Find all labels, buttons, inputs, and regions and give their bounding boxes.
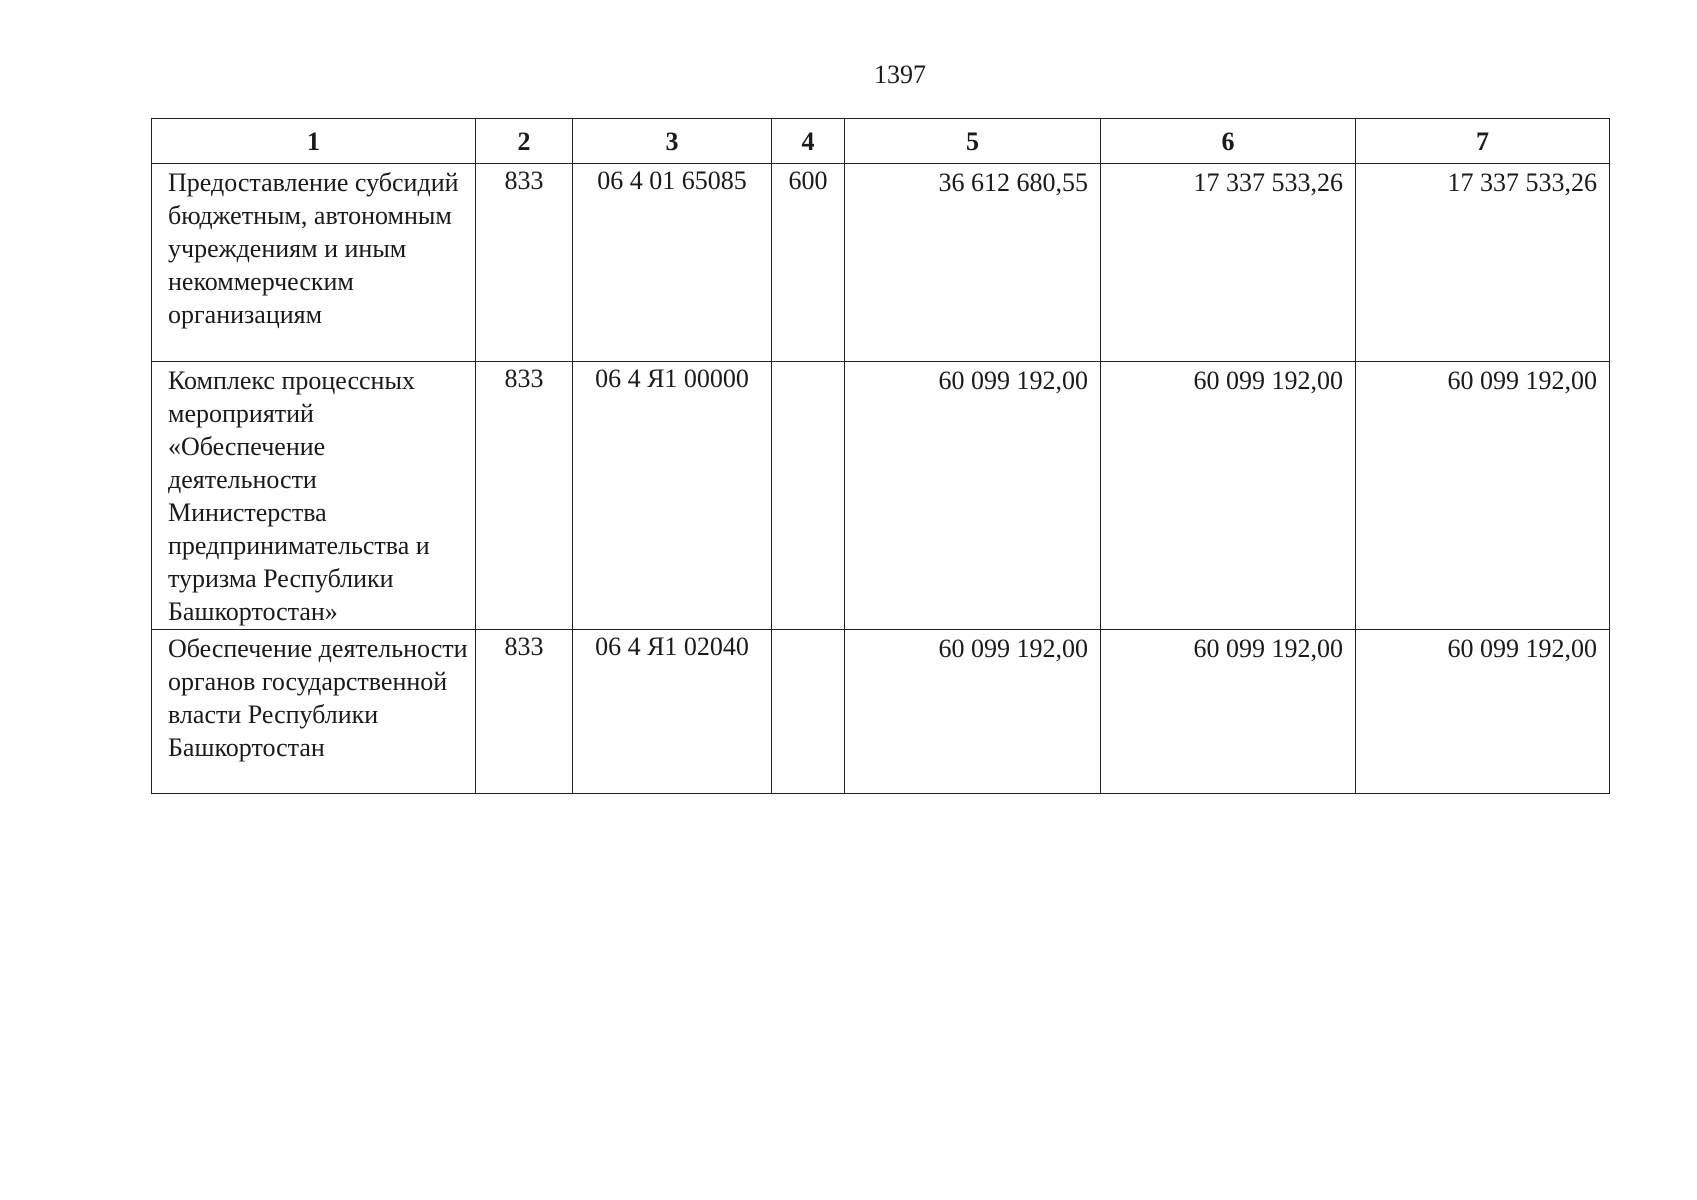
row-col5-cell: 60 099 192,00 — [845, 630, 1101, 794]
header-cell-5: 5 — [845, 119, 1101, 164]
page-number: 1397 — [874, 60, 926, 89]
row-col4-cell — [772, 630, 845, 794]
header-cell-7: 7 — [1356, 119, 1610, 164]
row-col3-cell: 06 4 01 65085 — [573, 164, 772, 362]
row-col5-cell: 60 099 192,00 — [845, 362, 1101, 630]
row-col4-cell — [772, 362, 845, 630]
row-col2-cell: 833 — [476, 164, 573, 362]
row-col7-cell: 60 099 192,00 — [1356, 630, 1610, 794]
row-col7-cell: 60 099 192,00 — [1356, 362, 1610, 630]
budget-table — [151, 118, 1610, 794]
row-name-cell: Предоставление субсидий бюджетным, автономным учреждениям и иным некоммерческим организациям — [152, 164, 476, 362]
row-name-cell: Комплекс процессных мероприятий «Обеспечение деятельности Министерства предпринимательства и туризма Республики Башкортостан» — [152, 362, 476, 630]
row-col2-cell: 833 — [476, 362, 573, 630]
table-row — [152, 362, 1610, 630]
header-cell-4: 4 — [772, 119, 845, 164]
header-row — [152, 119, 1610, 164]
row-col6-cell: 60 099 192,00 — [1101, 630, 1356, 794]
header-cell-1: 1 — [152, 119, 476, 164]
table-row — [152, 164, 1610, 362]
row-col6-cell: 60 099 192,00 — [1101, 362, 1356, 630]
row-col5-cell: 36 612 680,55 — [845, 164, 1101, 362]
row-col3-cell: 06 4 Я1 02040 — [573, 630, 772, 794]
header-cell-6: 6 — [1101, 119, 1356, 164]
table-header — [152, 119, 1610, 164]
row-col6-cell: 17 337 533,26 — [1101, 164, 1356, 362]
row-col2-cell: 833 — [476, 630, 573, 794]
table-row — [152, 630, 1610, 794]
row-col3-cell: 06 4 Я1 00000 — [573, 362, 772, 630]
table-body — [152, 164, 1610, 794]
header-cell-2: 2 — [476, 119, 573, 164]
row-col4-cell: 600 — [772, 164, 845, 362]
row-col7-cell: 17 337 533,26 — [1356, 164, 1610, 362]
header-cell-3: 3 — [573, 119, 772, 164]
row-name-cell: Обеспечение деятельности органов государственной власти Республики Башкортостан — [152, 630, 476, 794]
